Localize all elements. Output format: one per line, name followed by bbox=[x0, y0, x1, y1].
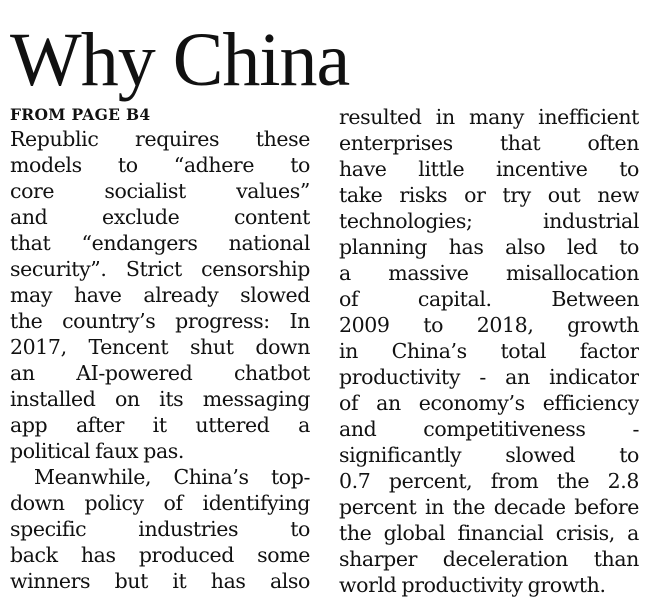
body-line: installed on its messaging bbox=[10, 387, 310, 411]
body-line: sharper deceleration than bbox=[339, 547, 639, 571]
body-line: 0.7 percent, from the 2.8 bbox=[339, 469, 639, 493]
article-column-left bbox=[10, 104, 310, 594]
body-line: significantly slowed to bbox=[339, 443, 639, 467]
body-line: winners but it has also bbox=[10, 569, 310, 593]
body-line: the global financial crisis, a bbox=[339, 521, 639, 545]
body-line: app after it uttered a bbox=[10, 413, 310, 437]
body-line: in China’s total factor bbox=[339, 339, 639, 363]
body-line: may have already slowed bbox=[10, 283, 310, 307]
headline: Why China bbox=[10, 18, 350, 102]
body-line: 2017, Tencent shut down bbox=[10, 335, 310, 359]
body-line: percent in the decade before bbox=[339, 495, 639, 519]
body-line: down policy of identifying bbox=[10, 491, 310, 515]
body-line: of an economy’s efficiency bbox=[339, 391, 639, 415]
body-line: productivity - an indicator bbox=[339, 365, 639, 389]
body-line: the country’s progress: In bbox=[10, 309, 310, 333]
body-line: planning has also led to bbox=[339, 235, 639, 259]
body-line: Republic requires these bbox=[10, 127, 310, 151]
body-line: and exclude content bbox=[10, 205, 310, 229]
body-line: have little incentive to bbox=[339, 157, 639, 181]
body-line: an AI-powered chatbot bbox=[10, 361, 310, 385]
body-line: world productivity growth. bbox=[339, 573, 606, 597]
body-line: security”. Strict censorship bbox=[10, 257, 310, 281]
body-line: Meanwhile, China’s top- bbox=[34, 465, 310, 489]
body-line: political faux pas. bbox=[10, 439, 185, 463]
body-line: resulted in many inefficient bbox=[339, 105, 639, 129]
body-line: that “endangers national bbox=[10, 231, 310, 255]
body-line: take risks or try out new bbox=[339, 183, 639, 207]
continuation-kicker: FROM PAGE B4 bbox=[10, 105, 151, 124]
body-line: and competitiveness - bbox=[339, 417, 639, 441]
body-line: models to “adhere to bbox=[10, 153, 310, 177]
body-line: specific industries to bbox=[10, 517, 310, 541]
body-line: back has produced some bbox=[10, 543, 310, 567]
body-line: technologies; industrial bbox=[339, 209, 639, 233]
article-column-right bbox=[339, 104, 639, 598]
body-line: a massive misallocation bbox=[339, 261, 639, 285]
body-line: of capital. Between bbox=[339, 287, 639, 311]
body-line: enterprises that often bbox=[339, 131, 639, 155]
body-line: core socialist values” bbox=[10, 179, 310, 203]
body-line: 2009 to 2018, growth bbox=[339, 313, 639, 337]
